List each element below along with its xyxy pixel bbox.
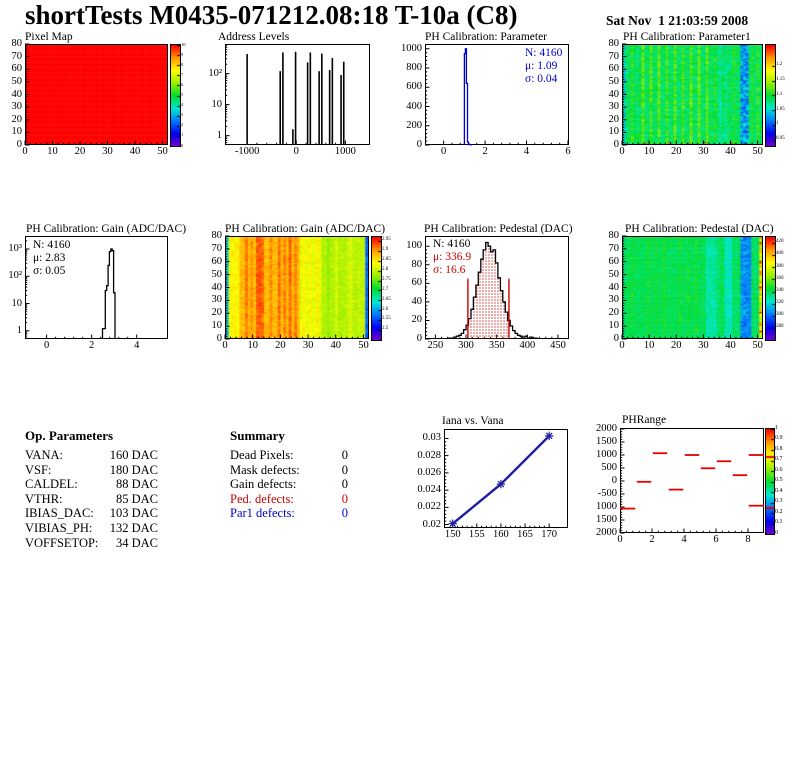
colorbar-tick-label: 2.95: [382, 237, 391, 243]
plot-gain-map: [211, 223, 391, 351]
plot-title: PH Calibration: Gain (ADC/DAC): [225, 223, 386, 235]
op-parameter-row: [25, 492, 158, 507]
colorbar-tick-label: 2.85: [382, 257, 391, 263]
colorbar-tick-label: 0.1: [775, 519, 783, 526]
param-value: 34 DAC: [115, 535, 158, 550]
x-tick-label: 250: [427, 340, 444, 351]
colorbar-tick-label: 0.2: [775, 508, 783, 515]
colorbar: [371, 236, 382, 341]
plot-title: PH Calibration: Gain (ADC/DAC): [26, 223, 187, 235]
y-tick-label: 30: [608, 294, 619, 306]
colorbar-tick-label: 5: [181, 92, 184, 98]
x-tick-label: 450: [550, 340, 566, 351]
y-tick-label: 0.028: [417, 449, 441, 461]
x-tick-label: -1000: [234, 146, 260, 157]
timestamp: Sat Nov 1 21:03:59 2008: [606, 13, 749, 28]
summary-label: Ped. defects:: [230, 491, 294, 506]
y-tick-label: 20: [608, 307, 619, 319]
colorbar-tick-label: 1.1: [776, 91, 783, 97]
y-tick-label: 50: [608, 75, 619, 87]
x-tick-label: 0: [617, 534, 623, 545]
y-tick-label: 60: [211, 255, 222, 267]
summary-value: 0: [341, 491, 348, 506]
colorbar-tick-label: 9: [181, 51, 184, 57]
colorbar-tick-label: 1: [181, 132, 184, 138]
summary-row: [230, 448, 348, 463]
colorbar-tick-label: 1: [776, 121, 779, 127]
x-tick-label: 4: [523, 146, 530, 157]
stats-line: σ: 16.6: [433, 264, 466, 276]
colorbar-tick-label: 2.65: [382, 296, 391, 302]
y-tick-label: 0: [16, 139, 22, 150]
param-label: IBIAS_DAC:: [25, 506, 94, 521]
param-label: CALDEL:: [25, 477, 78, 492]
y-tick-label: 10³: [8, 243, 22, 254]
plot-title: Address Levels: [218, 31, 290, 43]
op-parameter-row: [25, 536, 158, 551]
x-tick-label: 2: [482, 146, 488, 157]
x-tick-label: 10: [643, 340, 655, 351]
y-tick-label: 60: [608, 63, 619, 75]
y-tick-label: 800: [406, 62, 422, 74]
summary-row: [230, 506, 348, 521]
colorbar-tick-label: 0.95: [776, 136, 785, 142]
y-tick-label: 10: [608, 320, 619, 332]
param-label: VANA:: [25, 448, 63, 462]
stats-box: [33, 239, 70, 278]
x-tick-label: 30: [698, 146, 709, 157]
stats-line: μ: 336.9: [433, 251, 472, 263]
x-tick-label: 0: [293, 146, 299, 157]
y-tick-label: 0.03: [422, 432, 441, 444]
colorbar-tick-label: 400: [776, 251, 784, 257]
stats-line: μ: 1.09: [525, 60, 558, 72]
plot-svg: [25, 44, 168, 145]
x-tick-label: 0: [441, 146, 447, 157]
x-tick-label: 350: [488, 340, 505, 351]
colorbar-tick-label: 2.55: [382, 316, 391, 322]
op-parameter-row: [25, 463, 158, 478]
param-value: 132 DAC: [109, 520, 158, 535]
op-parameters-rows: [25, 448, 158, 550]
y-tick-label: 10: [211, 98, 222, 110]
x-tick-label: 300: [458, 340, 474, 351]
y-tick-label: 1000: [401, 42, 422, 54]
y-tick-label: 70: [608, 50, 619, 62]
colorbar-tick-label: 360: [776, 275, 784, 281]
x-tick-label: 0: [619, 340, 625, 351]
summary-value: 0: [341, 477, 348, 492]
y-tick-label: 70: [608, 242, 619, 254]
colorbar-tick-label: 3: [181, 112, 184, 118]
colorbar: [765, 44, 776, 147]
colorbar-tick-label: 280: [776, 324, 784, 330]
y-tick-label: 10: [11, 297, 22, 309]
colorbar-tick-label: 7: [181, 71, 184, 77]
x-tick-label: 30: [698, 340, 709, 351]
y-tick-label: 1000: [596, 501, 617, 512]
y-tick-label: 60: [11, 63, 22, 75]
x-tick-label: 2: [89, 340, 95, 351]
plot-title: PH Calibration: Pedestal (DAC): [625, 223, 774, 235]
plot-pedestal-histogram: [406, 223, 573, 351]
y-tick-label: 0: [613, 333, 619, 344]
plot-ph-calibration-parameter1-map: [608, 31, 785, 157]
colorbar-tick-label: 420: [776, 239, 784, 245]
y-tick-label: 0: [416, 139, 422, 150]
y-tick-label: 10²: [208, 67, 222, 79]
x-tick-label: 8: [745, 534, 751, 545]
y-tick-label: 20: [608, 113, 619, 125]
y-tick-label: 0: [613, 139, 619, 150]
summary-label: Gain defects:: [230, 477, 297, 492]
y-tick-label: 60: [608, 255, 619, 267]
op-parameter-row: [25, 521, 158, 536]
colorbar-tick-label: 320: [776, 299, 784, 305]
stats-box: [525, 47, 562, 86]
x-tick-label: 50: [358, 340, 369, 351]
param-value: 88 DAC: [115, 477, 158, 492]
y-tick-label: 400: [406, 100, 422, 112]
colorbar-tick-label: 2.9: [382, 247, 389, 253]
summary-heading: Summary: [230, 428, 285, 443]
x-tick-label: 400: [519, 340, 536, 351]
plot-svg: [444, 429, 568, 528]
plot-address-levels: [208, 31, 370, 157]
colorbar-tick-label: 0.9: [775, 435, 783, 442]
colorbar-tick-label: 0.3: [775, 498, 783, 505]
y-tick-label: 500: [601, 462, 617, 474]
x-tick-label: 10: [643, 146, 655, 157]
summary-label: Par1 defects:: [230, 506, 295, 521]
x-tick-label: 10: [247, 340, 258, 351]
summary-row: [230, 477, 348, 492]
stats-box: [433, 238, 471, 277]
x-tick-label: 50: [752, 340, 763, 351]
y-tick-label: 20: [211, 307, 222, 319]
x-tick-label: 0: [619, 146, 625, 157]
op-parameter-row: [25, 477, 158, 492]
plot-svg: [622, 44, 763, 145]
y-tick-label: 1000: [596, 449, 617, 461]
x-tick-label: 30: [102, 146, 113, 157]
plot-ph-calibration-parameter: [401, 31, 571, 157]
x-tick-label: 2: [649, 534, 655, 545]
y-tick-label: 2000: [596, 423, 617, 435]
x-tick-label: 40: [725, 146, 736, 157]
colorbar-tick-label: 4: [181, 102, 184, 108]
y-tick-label: 100: [406, 240, 422, 252]
stats-line: σ: 0.05: [33, 265, 66, 277]
x-tick-label: 50: [752, 146, 763, 157]
x-tick-label: 155: [468, 529, 485, 540]
y-tick-label: 10²: [8, 270, 22, 282]
x-tick-label: 30: [302, 340, 314, 351]
colorbar-tick-label: 10: [181, 41, 186, 47]
param-label: VTHR:: [25, 491, 63, 506]
y-tick-label: 0: [611, 475, 617, 487]
y-tick-label: 20: [411, 314, 422, 326]
y-tick-label: 80: [608, 230, 619, 241]
colorbar-tick-label: 1.05: [776, 106, 785, 112]
summary-row: [230, 492, 348, 507]
colorbar: [765, 236, 776, 341]
colorbar-tick-label: 8: [181, 61, 184, 67]
param-value: 160 DAC: [109, 448, 158, 462]
plot-title: PH Calibration: Parameter1: [623, 31, 751, 43]
y-tick-label: 1500: [596, 436, 617, 448]
y-tick-label: 40: [211, 281, 222, 293]
y-tick-label: 40: [608, 88, 619, 100]
summary-rows: [230, 448, 348, 521]
y-tick-label: 30: [11, 101, 22, 113]
y-tick-label: 0.02: [422, 518, 441, 530]
y-tick-label: 0: [216, 333, 222, 344]
colorbar-tick-label: 0: [181, 142, 184, 148]
y-tick-label: 60: [411, 277, 422, 289]
y-tick-label: 40: [608, 281, 619, 293]
plot-title: PH Calibration: Pedestal (DAC): [424, 223, 573, 235]
summary-value: 0: [341, 462, 348, 477]
y-tick-label: 50: [211, 268, 222, 280]
colorbar-tick-label: 300: [776, 312, 784, 317]
x-tick-label: 6: [565, 146, 571, 157]
y-tick-label: 2000: [596, 527, 617, 538]
colorbar-tick-label: 2.5: [382, 326, 389, 332]
stats-line: μ: 2.83: [33, 252, 66, 264]
y-tick-label: 1500: [596, 514, 617, 525]
plot-phrange: [596, 414, 783, 545]
x-tick-label: 10: [47, 146, 58, 157]
x-tick-label: 4: [134, 340, 140, 351]
x-tick-label: 20: [670, 146, 682, 157]
y-tick-label: 10: [211, 320, 222, 332]
plot-title: Pixel Map: [25, 31, 73, 43]
y-tick-label: 0.024: [417, 484, 441, 496]
y-tick-label: 50: [608, 268, 619, 280]
summary-block: [230, 428, 348, 521]
summary-label: Mask defects:: [230, 462, 300, 477]
plot-svg: [620, 428, 764, 533]
page-title: shortTests M0435-071212.08:18 T-10a (C8): [25, 0, 518, 30]
colorbar-tick-label: 0.5: [775, 477, 783, 484]
x-tick-label: 0: [22, 146, 28, 157]
op-parameter-row: [25, 506, 158, 521]
y-tick-label: 50: [11, 75, 22, 87]
x-tick-label: 40: [330, 340, 342, 351]
y-tick-label: 1: [216, 129, 222, 141]
op-parameter-row: [25, 448, 158, 463]
y-tick-label: 200: [406, 119, 422, 131]
y-tick-label: 40: [11, 88, 22, 100]
stats-line: N: 4160: [525, 47, 563, 59]
param-label: VOFFSETOP:: [25, 535, 99, 550]
summary-value: 0: [341, 506, 348, 521]
x-tick-label: 40: [129, 146, 141, 157]
y-tick-label: 0.022: [417, 501, 441, 513]
summary-value: 0: [341, 448, 348, 462]
y-tick-label: 0.026: [417, 466, 441, 478]
colorbar-tick-label: 0.7: [775, 456, 783, 463]
x-tick-label: 0: [44, 340, 50, 351]
colorbar-tick-label: 2: [181, 122, 184, 128]
stats-line: N: 4160: [33, 239, 71, 251]
summary-label: Dead Pixels:: [230, 448, 294, 462]
x-tick-label: 20: [74, 146, 86, 157]
stats-line: N: 4160: [433, 238, 471, 250]
colorbar: [765, 428, 775, 535]
y-tick-label: 0: [416, 333, 422, 344]
colorbar-tick-label: 0.6: [775, 466, 783, 473]
colorbar-tick-label: 6: [181, 81, 184, 87]
y-tick-label: 10: [11, 126, 22, 138]
plot-svg: [225, 44, 370, 145]
plot-pixel-map: [11, 31, 186, 157]
x-tick-label: 4: [681, 534, 687, 545]
colorbar-tick-label: 1: [775, 424, 778, 431]
x-tick-label: 160: [493, 529, 509, 540]
y-tick-label: -500: [597, 488, 617, 499]
plot-gain-histogram: [8, 223, 187, 351]
colorbar-tick-label: 0.4: [775, 487, 783, 494]
colorbar-tick-label: 0.8: [775, 445, 783, 452]
colorbar-tick-label: 2.6: [382, 306, 389, 312]
plot-title: Iana vs. Vana: [442, 415, 504, 427]
x-tick-label: 170: [541, 529, 558, 540]
y-tick-label: 10: [608, 126, 619, 138]
colorbar-tick-label: 1.2: [776, 62, 783, 68]
x-tick-label: 150: [444, 529, 461, 540]
plot-svg: [622, 236, 763, 339]
op-parameters-block: [25, 428, 158, 550]
plot-title: PH Calibration: Parameter: [425, 31, 547, 43]
colorbar-tick-label: 2.7: [382, 286, 389, 292]
y-tick-label: 30: [608, 101, 619, 113]
colorbar-tick-label: 1.15: [776, 76, 785, 82]
x-tick-label: 20: [670, 340, 682, 351]
x-tick-label: 0: [222, 340, 228, 351]
x-tick-label: 40: [725, 340, 736, 351]
param-label: VIBIAS_PH:: [25, 520, 93, 535]
stats-line: σ: 0.04: [525, 73, 558, 85]
plot-svg: [225, 236, 369, 339]
y-tick-label: 80: [211, 230, 222, 241]
x-tick-label: 6: [713, 534, 719, 545]
y-tick-label: 1: [16, 324, 22, 336]
y-tick-label: 80: [411, 258, 422, 270]
colorbar: [170, 44, 184, 148]
x-tick-label: 20: [275, 340, 286, 351]
x-tick-label: 50: [157, 146, 168, 157]
plot-pedestal-map: [608, 223, 784, 351]
summary-row: [230, 463, 348, 478]
colorbar-tick-label: 380: [776, 263, 784, 269]
y-tick-label: 20: [11, 113, 22, 125]
y-tick-label: 70: [11, 50, 22, 62]
x-tick-label: 165: [517, 529, 533, 540]
colorbar-tick-label: 0: [775, 529, 778, 536]
plot-iana-vs-vana: [417, 415, 568, 540]
x-tick-label: 1000: [334, 146, 356, 157]
op-parameters-heading: Op. Parameters: [25, 428, 114, 443]
y-tick-label: 600: [406, 81, 422, 93]
y-tick-label: 70: [211, 242, 222, 254]
colorbar-tick-label: 2.75: [382, 276, 391, 282]
colorbar-tick-label: 340: [776, 287, 784, 293]
y-tick-label: 40: [411, 295, 422, 307]
y-tick-label: 80: [11, 38, 22, 49]
plot-title: PHRange: [622, 414, 667, 426]
y-tick-label: 30: [211, 294, 222, 306]
colorbar-tick-label: 2.8: [382, 266, 389, 272]
param-value: 180 DAC: [109, 462, 158, 477]
param-value: 85 DAC: [115, 491, 158, 506]
param-label: VSF:: [25, 462, 52, 477]
y-tick-label: 80: [608, 38, 619, 49]
param-value: 103 DAC: [109, 506, 158, 521]
